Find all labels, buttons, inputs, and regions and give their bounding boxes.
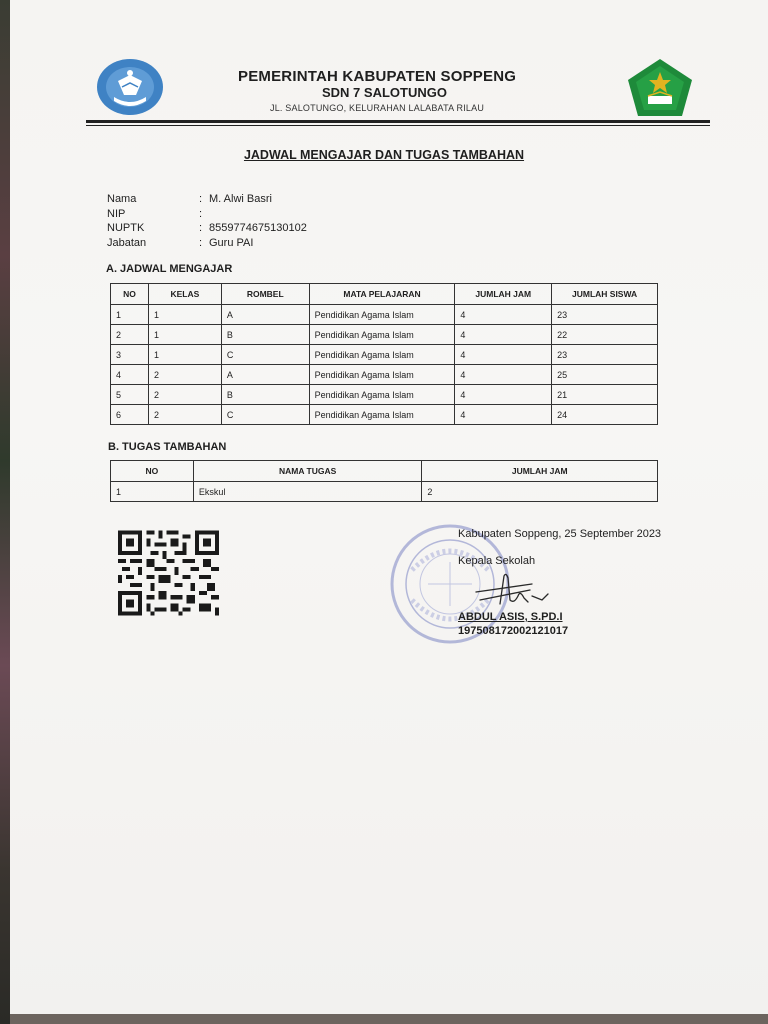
- cell: 2: [111, 325, 149, 345]
- cell: Ekskul: [193, 482, 422, 502]
- identity-value: 8559774675130102: [209, 222, 307, 234]
- cell: B: [221, 325, 309, 345]
- identity-label: NIP: [107, 207, 126, 220]
- handwritten-signature-icon: [470, 570, 560, 610]
- cell: 4: [111, 365, 149, 385]
- identity-row-nuptk: [107, 221, 307, 236]
- document-title: [0, 148, 768, 162]
- cell: 21: [552, 385, 658, 405]
- cell: 24: [552, 405, 658, 425]
- column-header: NAMA TUGAS: [193, 461, 422, 482]
- table-header-row: [111, 284, 658, 305]
- identity-value: M. Alwi Basri: [209, 193, 272, 205]
- background-bottom: [10, 1014, 768, 1024]
- signature-role: Kepala Sekolah: [458, 555, 536, 567]
- table-row: [111, 365, 658, 385]
- header-divider-thin: [86, 125, 710, 126]
- cell: 1: [148, 345, 221, 365]
- government-name: PEMERINTAH KABUPATEN SOPPENG: [238, 68, 517, 85]
- school-address: JL. SALOTUNGO, KELURAHAN LALABATA RILAU: [270, 103, 485, 113]
- identity-separator: :: [199, 236, 203, 249]
- cell: C: [221, 345, 309, 365]
- principal-nip: 197508172002121017: [458, 625, 569, 637]
- cell: 4: [455, 305, 552, 325]
- cell: 25: [552, 365, 658, 385]
- cell: A: [221, 305, 309, 325]
- qr-code-icon: [118, 530, 219, 616]
- cell: 1: [148, 305, 221, 325]
- identity-row-nip: [107, 207, 307, 222]
- cell: 1: [148, 325, 221, 345]
- identity-row-nama: [107, 192, 307, 207]
- document-title-text: JADWAL MENGAJAR DAN TUGAS TAMBAHAN: [243, 148, 525, 162]
- table-row: [111, 305, 658, 325]
- cell: A: [221, 365, 309, 385]
- cell: 2: [148, 385, 221, 405]
- cell: 1: [111, 305, 149, 325]
- cell: 4: [455, 345, 552, 365]
- column-header: MATA PELAJARAN: [309, 284, 455, 305]
- cell: 2: [148, 365, 221, 385]
- cell: 4: [455, 405, 552, 425]
- header-divider-thick: [86, 120, 710, 123]
- additional-task-table: [110, 460, 658, 502]
- cell: 23: [552, 345, 658, 365]
- table-row: [111, 345, 658, 365]
- identity-row-jabatan: [107, 236, 307, 251]
- cell: B: [221, 385, 309, 405]
- identity-block: [107, 192, 307, 250]
- cell: Pendidikan Agama Islam: [309, 325, 455, 345]
- identity-label: Jabatan: [107, 236, 147, 249]
- cell: Pendidikan Agama Islam: [309, 305, 455, 325]
- cell: 4: [455, 365, 552, 385]
- table-row: [111, 325, 658, 345]
- identity-label: NUPTK: [107, 222, 145, 234]
- table-row: [111, 385, 658, 405]
- column-header: ROMBEL: [221, 284, 309, 305]
- section-b-title: B. TUGAS TAMBAHAN: [108, 441, 227, 453]
- kemenag-logo-icon: [626, 58, 694, 118]
- cell: 5: [111, 385, 149, 405]
- section-a-title: A. JADWAL MENGAJAR: [106, 263, 233, 275]
- cell: 1: [111, 482, 194, 502]
- column-header: JUMLAH SISWA: [552, 284, 658, 305]
- cell: Pendidikan Agama Islam: [309, 365, 455, 385]
- cell: 6: [111, 405, 149, 425]
- cell: 23: [552, 305, 658, 325]
- cell: 22: [552, 325, 658, 345]
- table-row: [111, 405, 658, 425]
- school-name: SDN 7 SALOTUNGO: [322, 85, 447, 100]
- identity-value: Guru PAI: [209, 236, 254, 249]
- cell: 3: [111, 345, 149, 365]
- schedule-table: [110, 283, 658, 425]
- cell: Pendidikan Agama Islam: [309, 385, 455, 405]
- cell: C: [221, 405, 309, 425]
- kemendikbud-logo-icon: [96, 57, 164, 117]
- principal-name: ABDUL ASIS, S.PD.I: [458, 611, 563, 623]
- identity-separator: :: [199, 193, 203, 205]
- identity-label: Nama: [107, 193, 137, 205]
- identity-separator: :: [199, 207, 203, 220]
- table-row: [111, 482, 658, 502]
- signature-place-date: Kabupaten Soppeng, 25 September 2023: [458, 528, 662, 540]
- column-header: JUMLAH JAM: [422, 461, 658, 482]
- column-header: JUMLAH JAM: [455, 284, 552, 305]
- cell: 4: [455, 385, 552, 405]
- identity-separator: :: [199, 222, 203, 234]
- cell: Pendidikan Agama Islam: [309, 345, 455, 365]
- cell: 4: [455, 325, 552, 345]
- table-header-row: [111, 461, 658, 482]
- cell: 2: [148, 405, 221, 425]
- column-header: NO: [111, 284, 149, 305]
- cell: Pendidikan Agama Islam: [309, 405, 455, 425]
- column-header: KELAS: [148, 284, 221, 305]
- column-header: NO: [111, 461, 194, 482]
- cell: 2: [422, 482, 658, 502]
